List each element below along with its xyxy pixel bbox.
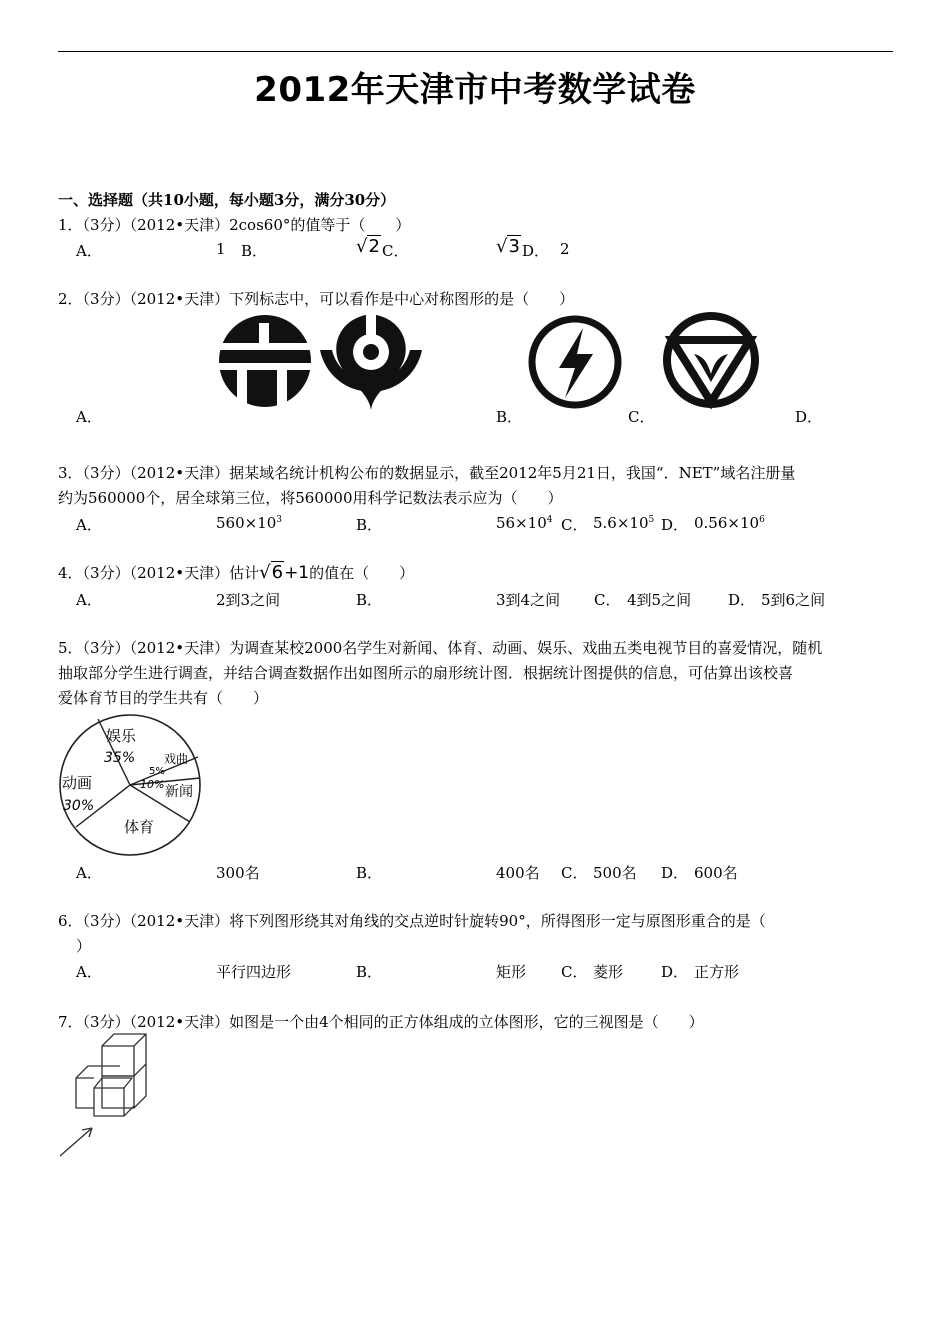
sqrt-icon: √ <box>496 236 508 257</box>
q3-stem-line2: 约为560000个，居全球第三位，将560000用科学记数法表示应为（ ） <box>58 489 563 507</box>
q5-stem-line1: 5．（3分）（2012•天津）为调查某校2000名学生对新闻、体育、动画、娱乐、戏曲五类电视节目的喜爱情况，随机 <box>58 639 823 657</box>
logo-a-image <box>215 313 315 413</box>
q2-option-c-label: C． <box>628 408 655 426</box>
q6-option-c-label: C． <box>561 963 588 981</box>
q5-option-c-value: 500名 <box>593 864 637 882</box>
q5-option-b-label: B． <box>356 864 383 882</box>
q3-option-d-label: D． <box>661 516 689 534</box>
q4-stem: 4．（3分）（2012•天津）估计√6+1的值在（ ） <box>58 562 415 583</box>
pie-pct-yule: 35% <box>104 750 136 766</box>
q2-option-b-label: B． <box>496 408 523 426</box>
q4-option-b-value: 3到4之间 <box>496 591 561 609</box>
q1-option-a-value: 1 <box>216 240 226 258</box>
section-heading: 一、选择题（共10小题，每小题3分，满分30分） <box>58 191 396 209</box>
q4-option-d-value: 5到6之间 <box>761 591 826 609</box>
q3-option-a-value: $560\times 10^3$ <box>216 514 283 532</box>
pie-label-donghua: 动画 <box>62 774 93 792</box>
q3-option-b-value: $56\times 10^4$ <box>496 514 553 532</box>
q1-option-b-label: B． <box>241 242 268 260</box>
q1-option-d-value: 2 <box>560 240 570 258</box>
q5-stem-line2: 抽取部分学生进行调查，并结合调查数据作出如图所示的扇形统计图．根据统计图提供的信息，可估算出该校喜 <box>58 664 794 682</box>
q5-option-b-value: 400名 <box>496 864 540 882</box>
q3-option-d-value: $0.56\times 10^6$ <box>694 514 765 532</box>
q6-option-d-value: 正方形 <box>694 963 740 981</box>
logo-b-image <box>316 312 426 412</box>
q6-option-d-label: D． <box>661 963 689 981</box>
q1-option-b-value: √2 <box>356 236 380 257</box>
q7-stem: 7．（3分）（2012•天津）如图是一个由4个相同的正方体组成的立体图形，它的三视图是（ ） <box>58 1013 704 1031</box>
q3-option-c-label: C． <box>561 516 588 534</box>
q5-option-a-value: 300名 <box>216 864 260 882</box>
q1-option-c-value: √3 <box>496 236 520 257</box>
q4-option-d-label: D． <box>728 591 756 609</box>
q3-option-c-value: $5.6\times 10^5$ <box>593 514 655 532</box>
q4-option-b-label: B． <box>356 591 383 609</box>
page-title: 2012年天津市中考数学试卷 <box>254 70 696 110</box>
q5-stem-line3: 爱体育节目的学生共有（ ） <box>58 689 269 707</box>
q2-option-a-label: A． <box>76 408 102 426</box>
sqrt-icon: √ <box>356 236 368 257</box>
pie-pct-xinwen: 10% <box>140 778 165 791</box>
arrow-icon <box>60 1128 92 1156</box>
q6-option-a-label: A． <box>76 963 102 981</box>
q5-option-a-label: A． <box>76 864 102 882</box>
q6-stem-line1: 6．（3分）（2012•天津）将下列图形绕其对角线的交点逆时针旋转90°，所得图形一定与原图形重合的是（ <box>58 912 766 930</box>
q6-option-a-value: 平行四边形 <box>216 963 292 981</box>
pie-label-xinwen: 新闻 <box>165 784 193 800</box>
q4-option-a-label: A． <box>76 591 102 609</box>
q5-option-d-label: D． <box>661 864 689 882</box>
q5-option-d-value: 600名 <box>694 864 738 882</box>
q1-stem: 1．（3分）（2012•天津）2cos60°的值等于（ ） <box>58 216 411 234</box>
q3-option-a-label: A． <box>76 516 102 534</box>
pie-label-yule: 娱乐 <box>106 727 137 745</box>
pie-pct-xiqu: 5% <box>149 766 165 777</box>
q3-option-b-label: B． <box>356 516 383 534</box>
q5-option-c-label: C． <box>561 864 588 882</box>
pie-pct-donghua: 30% <box>63 798 95 814</box>
header-rule <box>58 51 893 52</box>
q1-option-a-label: A． <box>76 242 102 260</box>
q2-stem: 2．（3分）（2012•天津）下列标志中，可以看作是中心对称图形的是（ ） <box>58 290 575 308</box>
q4-option-c-value: 4到5之间 <box>627 591 692 609</box>
logo-c-image <box>525 314 625 414</box>
logo-d-image <box>660 310 762 410</box>
q2-option-d-label: D． <box>795 408 823 426</box>
sqrt-icon: √ <box>259 562 271 583</box>
q6-option-c-value: 菱形 <box>593 963 624 981</box>
pie-label-tiyu: 体育 <box>124 818 155 836</box>
q1-option-c-label: C． <box>382 242 409 260</box>
q6-option-b-label: B． <box>356 963 383 981</box>
q6-option-b-value: 矩形 <box>496 963 527 981</box>
q6-stem-line2: ） <box>76 937 92 955</box>
pie-chart <box>54 712 206 860</box>
cube-figure <box>56 1030 156 1162</box>
q3-stem-line1: 3．（3分）（2012•天津）据某域名统计机构公布的数据显示，截至2012年5月21日，我国“．NET”域名注册量 <box>58 464 796 482</box>
q1-option-d-label: D． <box>522 242 550 260</box>
q4-option-c-label: C． <box>594 591 621 609</box>
pie-label-xiqu: 戏曲 <box>164 752 189 766</box>
q4-option-a-value: 2到3之间 <box>216 591 281 609</box>
